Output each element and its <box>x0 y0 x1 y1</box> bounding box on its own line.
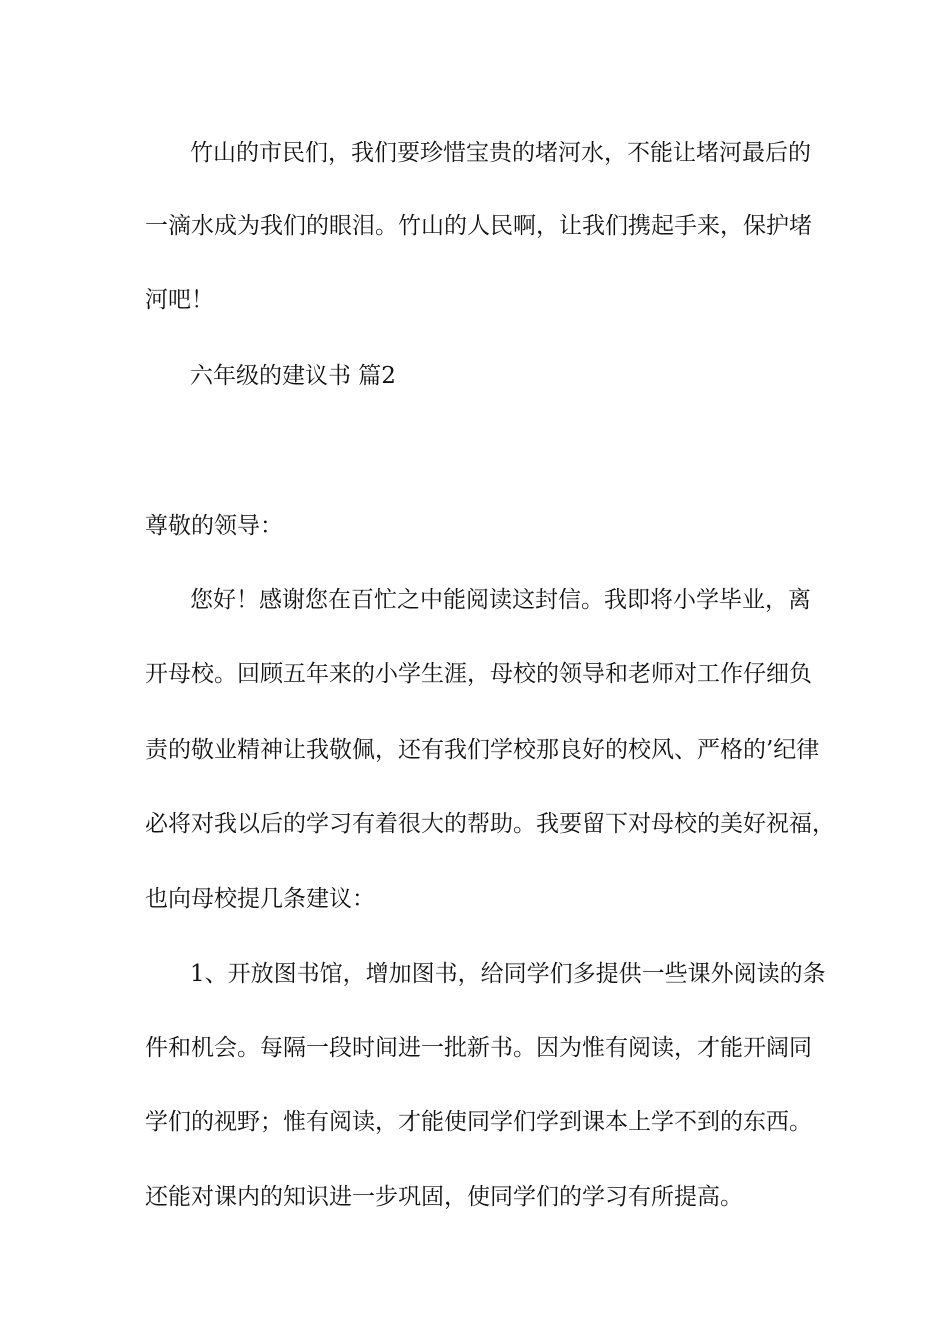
salutation: 尊敬的领导： <box>145 513 283 539</box>
paragraph-line: 河吧！ <box>145 287 214 313</box>
paragraph-line: 竹山的市民们，我们要珍惜宝贵的堵河水，不能让堵河最后的 <box>190 140 811 166</box>
paragraph-line: 件和机会。每隔一段时间进一批新书。因为惟有阅读，才能开阔同 <box>145 1035 812 1061</box>
paragraph-line: 还能对课内的知识进一步巩固，使同学们的学习有所提高。 <box>145 1184 743 1210</box>
paragraph-line: 学们的视野；惟有阅读，才能使同学们学到课本上学不到的东西。 <box>145 1109 812 1135</box>
paragraph-line: 责的敬业精神让我敬佩，还有我们学校那良好的校风、严格的’纪律 <box>145 737 820 763</box>
section-heading: 六年级的建议书 篇2 <box>190 363 396 389</box>
paragraph-line: 一滴水成为我们的眼泪。竹山的人民啊，让我们携起手来，保护堵 <box>145 213 812 239</box>
paragraph-line: 您好！感谢您在百忙之中能阅读这封信。我即将小学毕业，离 <box>190 587 811 613</box>
paragraph-line: 1、开放图书馆，增加图书，给同学们多提供一些课外阅读的条 <box>190 961 826 987</box>
paragraph-line: 也向母校提几条建议： <box>145 886 375 912</box>
paragraph-line: 必将对我以后的学习有着很大的帮助。我要留下对母校的美好祝福， <box>145 811 835 837</box>
paragraph-line: 开母校。回顾五年来的小学生涯，母校的领导和老师对工作仔细负 <box>145 661 812 687</box>
